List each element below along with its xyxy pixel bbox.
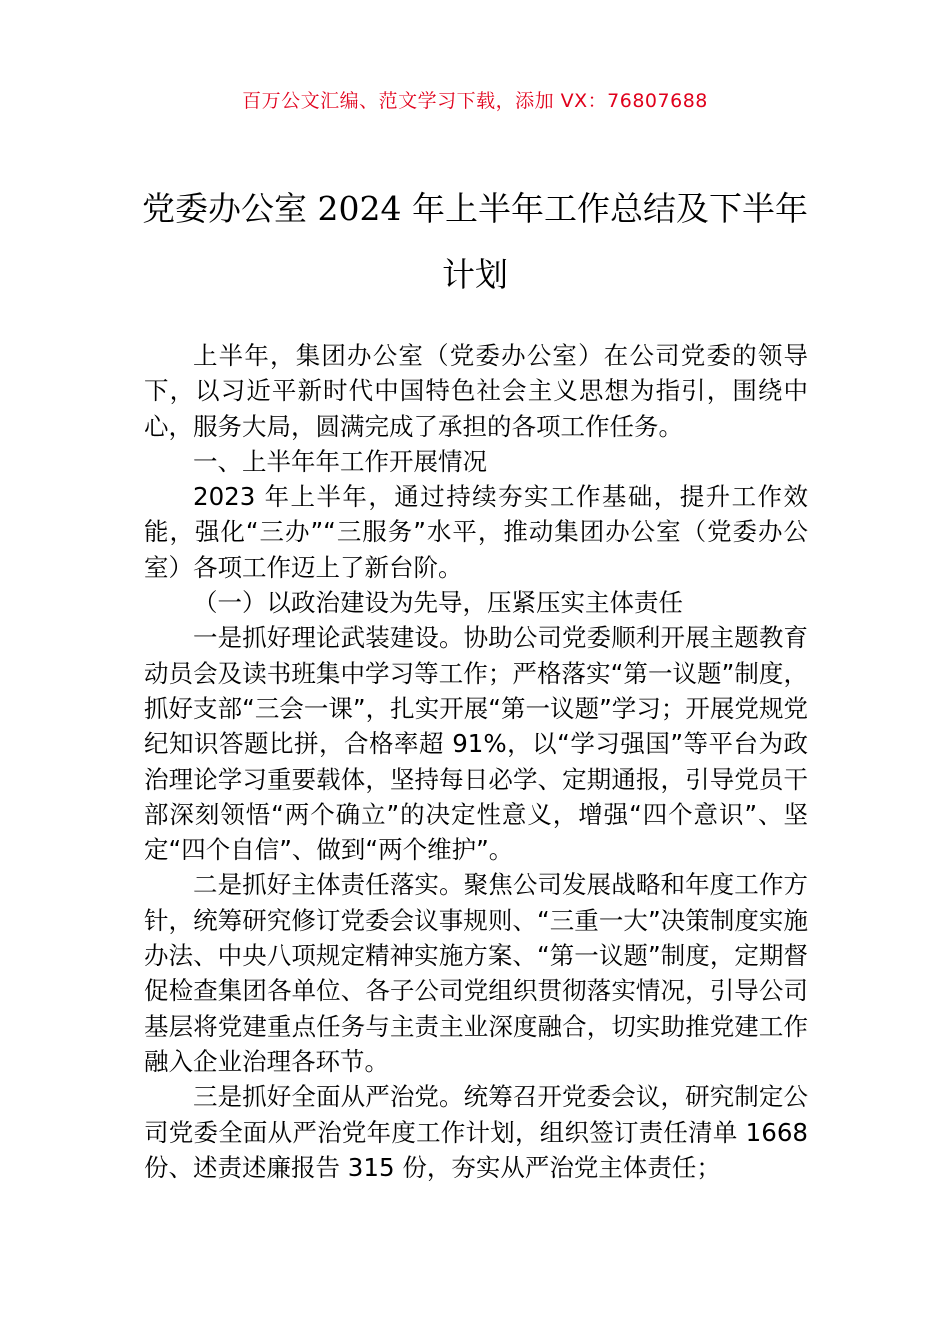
- intro-paragraph: 上半年，集团办公室（党委办公室）在公司党委的领导下，以习近平新时代中国特色社会主义思想为指引，围绕中心，服务大局，圆满完成了承担的各项工作任务。: [144, 341, 808, 441]
- section-heading-1: 一、上半年年工作开展情况: [193, 446, 487, 476]
- document-body: [144, 338, 808, 1185]
- header-watermark-note: 百万公文汇编、范文学习下载，添加 VX：76807688: [242, 90, 708, 112]
- document-title: 党委办公室 2024 年上半年工作总结及下半年计划: [142, 189, 808, 294]
- subsection-heading-1: （一）以政治建设为先导，压紧压实主体责任: [193, 588, 683, 618]
- overview-paragraph: 2023 年上半年，通过持续夯实工作基础，提升工作效能，强化“三办”“三服务”水平，推动集团办公室（党委办公室）各项工作迈上了新台阶。: [144, 482, 808, 582]
- body-paragraph: 一是抓好理论武装建设。协助公司党委顺利开展主题教育动员会及读书班集中学习等工作；严格落实“第一议题”制度，抓好支部“三会一课”，扎实开展“第一议题”学习；开展党规党纪知识答题比拼，合格率超 91%，以“学习强国”等平台为政治理论学习重要载体，坚持每日必学、定期通报，引导党员干部深刻领悟“两个确立”的决定性意义，增强“四个意识”、坚定“四个自信”、做到“两个维护”。: [144, 623, 808, 865]
- body-paragraph: 二是抓好主体责任落实。聚焦公司发展战略和年度工作方针，统筹研究修订党委会议事规则、“三重一大”决策制度实施办法、中央八项规定精神实施方案、“第一议题”制度，定期督促检查集团各单位、各子公司党组织贯彻落实情况，引导公司基层将党建重点任务与主责主业深度融合，切实助推党建工作融入企业治理各环节。: [144, 870, 808, 1076]
- body-paragraph: 三是抓好全面从严治党。统筹召开党委会议，研究制定公司党委全面从严治党年度工作计划，组织签订责任清单 1668 份、述责述廉报告 315 份，夯实从严治党主体责任；: [144, 1082, 808, 1182]
